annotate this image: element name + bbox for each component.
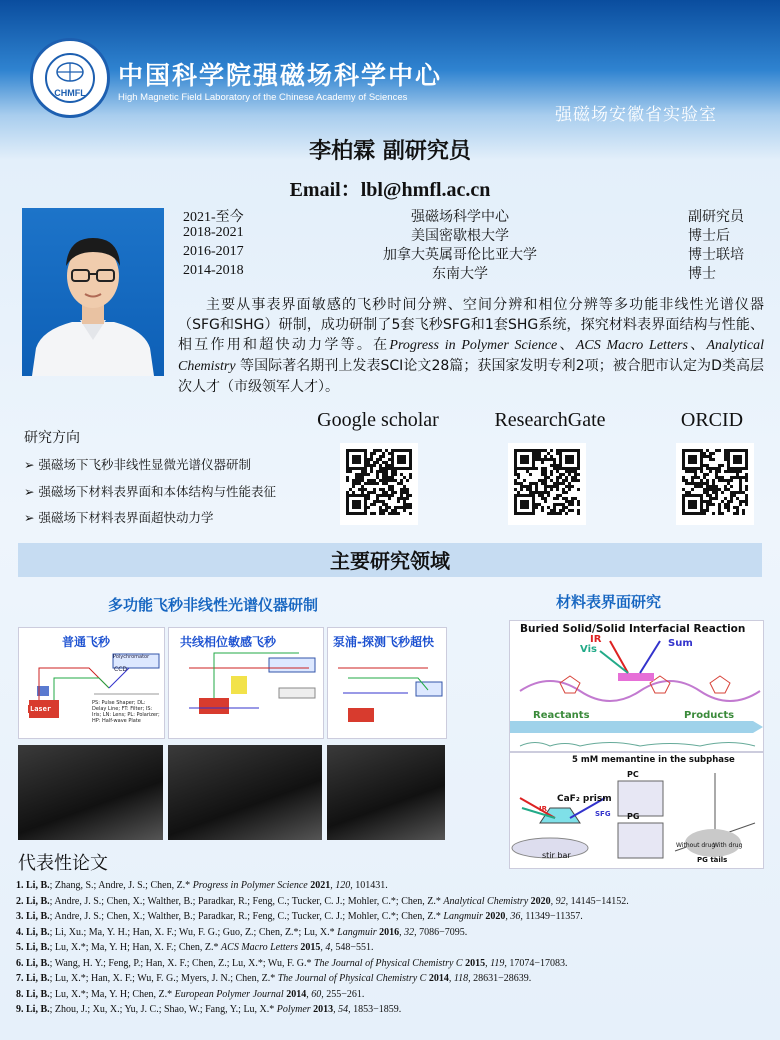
logo-text: CHMFL bbox=[54, 88, 86, 98]
publication-item: 2. Li, B.; Andre, J. S.; Chen, X.; Walther, B.; Paradkar, R.; Feng, C.; Tucker, C. J.; Mohler, C.*; Chen, Z.* Analytical Chemistry 2020, 92, 14145−14152. bbox=[16, 896, 629, 907]
sum-label: Sum bbox=[668, 638, 693, 649]
timeline-place: 东南大学 bbox=[432, 267, 488, 282]
ccd-label: CCD bbox=[114, 666, 127, 673]
products-label: Products bbox=[684, 710, 735, 721]
publications-title: 代表性论文 bbox=[18, 853, 108, 874]
panel-title: 泵浦-探测飞秒超快 bbox=[333, 635, 434, 649]
vis-label: Vis bbox=[580, 644, 597, 655]
lab-photo bbox=[18, 745, 163, 840]
panel-caption: PS: Pulse Shaper; DL: Delay Line; FT: Filter; IS: Iris; LN: Lens; PL: Polarizer; HP: Half-wave Plate bbox=[92, 700, 160, 724]
section-instrument-title: 多功能飞秒非线性光谱仪器研制 bbox=[108, 596, 319, 614]
stir-bar-label: stir bar bbox=[542, 851, 571, 860]
timeline-years: 2018-2021 bbox=[183, 225, 244, 240]
research-direction-item: ➢ 强磁场下飞秒非线性显微光谱仪器研制 bbox=[24, 457, 251, 472]
timeline-years: 2021-至今 bbox=[183, 210, 244, 225]
timeline-years: 2016-2017 bbox=[183, 244, 244, 259]
interfacial-title: Buried Solid/Solid Interfacial Reaction bbox=[520, 623, 746, 635]
publication-item: 3. Li, B.; Andre, J. S.; Chen, X.; Walther, B.; Paradkar, R.; Feng, C.; Tucker, C. J.; Mohler, C.*; Chen, Z.* Langmuir 2020, 36, 11349−11357. bbox=[16, 911, 583, 922]
ir-label: IR bbox=[590, 634, 602, 645]
timeline-title: 博士 bbox=[688, 267, 716, 282]
interfacial-reaction-diagram bbox=[509, 620, 764, 752]
research-direction-item: ➢ 强磁场下材料表界面和本体结构与性能表征 bbox=[24, 484, 276, 499]
publication-item: 6. Li, B.; Wang, H. Y.; Feng, P.; Han, X. F.; Chen, Z.; Lu, X.*; Wu, F. G.* The Journal of Physical Chemistry C 2015, 119, 17074−17083. bbox=[16, 958, 568, 969]
research-direction-item: ➢ 强磁场下材料表界面超快动力学 bbox=[24, 510, 214, 525]
polychromator-label: Polychromator bbox=[113, 654, 150, 660]
pg-tails-label: PG tails bbox=[697, 856, 728, 864]
institution-name-en: High Magnetic Field Laboratory of the Chinese Academy of Sciences bbox=[118, 92, 408, 103]
orcid-qr-code[interactable] bbox=[676, 443, 754, 525]
biography-paragraph: 主要从事表界面敏感的飞秒时间分辨、空间分辨和相位分辨等多功能非线性光谱仪器（SFG和SHG）研制，成功研制了5套飞秒SFG和1套SHG系统，探究材料表界面结构与性能、相互作用和超快动力学等。在Progress in Polymer Science、ACS Macro Letters、Analytical Chemistry 等国际著名期刊上发表SCI论文28篇；获国家发明专利2项；被合肥市认定为D类高层次人才（市级领军人才）。 bbox=[178, 297, 764, 395]
timeline-row bbox=[0, 206, 780, 226]
timeline-title: 博士后 bbox=[688, 229, 730, 244]
panel-title: 普通飞秒 bbox=[62, 635, 111, 649]
chmfl-logo bbox=[30, 38, 110, 118]
publication-item: 4. Li, B.; Li, Xu.; Ma, Y. H.; Han, X. F.; Wu, F. G.; Guo, Z.; Chen, Z.*; Lu, X.* Langmuir 2016, 32, 7086−7095. bbox=[16, 927, 468, 938]
timeline-row bbox=[0, 225, 780, 245]
timeline-title: 副研究员 bbox=[688, 210, 744, 225]
page-title: 李柏霖 副研究员 bbox=[309, 139, 471, 164]
orcid-label: ORCID bbox=[680, 409, 744, 431]
lab-name: 强磁场安徽省实验室 bbox=[555, 105, 717, 125]
researchgate-qr-code[interactable] bbox=[508, 443, 586, 525]
publication-item: 7. Li, B.; Lu, X.*; Han, X. F.; Wu, F. G.; Myers, J. N.; Chen, Z.* The Journal of Physical Chemistry C 2014, 118, 28631−28639. bbox=[16, 973, 532, 984]
lab-photo bbox=[327, 745, 445, 840]
sfg-label: SFG bbox=[595, 810, 611, 818]
publication-item: 5. Li, B.; Lu, X.*; Ma, Y. H; Han, X. F.; Chen, Z.* ACS Macro Letters 2015, 4, 548−551. bbox=[16, 942, 374, 953]
with-drug-label: With drug bbox=[713, 842, 743, 849]
ir-label-2: IR bbox=[539, 805, 547, 813]
memantine-label: 5 mM memantine in the subphase bbox=[572, 755, 735, 765]
research-direction-title: 研究方向 bbox=[24, 430, 80, 446]
timeline-row bbox=[0, 263, 780, 283]
timeline-place: 加拿大英属哥伦比亚大学 bbox=[383, 248, 537, 263]
without-drug-label: Without drug bbox=[676, 842, 716, 849]
section-interface-title: 材料表界面研究 bbox=[556, 593, 662, 611]
arrow-bullet-icon: ➢ bbox=[24, 457, 39, 472]
main-research-title: 主要研究领域 bbox=[330, 549, 450, 573]
lab-photo bbox=[168, 745, 322, 840]
email-line: Email：lbl@hmfl.ac.cn bbox=[289, 179, 491, 201]
publication-item: 1. Li, B.; Zhang, S.; Andre, J. S.; Chen, Z.* Progress in Polymer Science 2021, 120, 101431. bbox=[16, 880, 388, 891]
arrow-bullet-icon: ➢ bbox=[24, 484, 39, 499]
pc-label: PC bbox=[627, 770, 639, 779]
researchgate-label: ResearchGate bbox=[494, 409, 606, 431]
reactants-label: Reactants bbox=[533, 710, 590, 721]
laser-label: Laser bbox=[30, 705, 52, 713]
timeline-title: 博士联培 bbox=[688, 248, 744, 263]
arrow-bullet-icon: ➢ bbox=[24, 510, 39, 525]
timeline-place: 美国密歇根大学 bbox=[411, 229, 509, 244]
timeline-row bbox=[0, 244, 780, 264]
panel-title: 共线相位敏感飞秒 bbox=[180, 635, 277, 649]
google-scholar-label: Google scholar bbox=[317, 409, 439, 431]
timeline-place: 强磁场科学中心 bbox=[411, 210, 509, 225]
publication-item: 8. Li, B.; Lu, X.*; Ma, Y. H; Chen, Z.* European Polymer Journal 2014, 60, 255−261. bbox=[16, 989, 365, 1000]
institution-name-cn: 中国科学院强磁场科学中心 bbox=[118, 61, 443, 90]
caf2-prism-label: CaF₂ prism bbox=[557, 794, 612, 804]
pg-label: PG bbox=[627, 812, 640, 821]
google-scholar-qr-code[interactable] bbox=[340, 443, 418, 525]
timeline-years: 2014-2018 bbox=[183, 263, 244, 278]
publication-item: 9. Li, B.; Zhou, J.; Xu, X.; Yu, J. C.; Shao, W.; Fang, Y.; Lu, X.* Polymer 2013, 54, 1853−1859. bbox=[16, 1004, 402, 1015]
